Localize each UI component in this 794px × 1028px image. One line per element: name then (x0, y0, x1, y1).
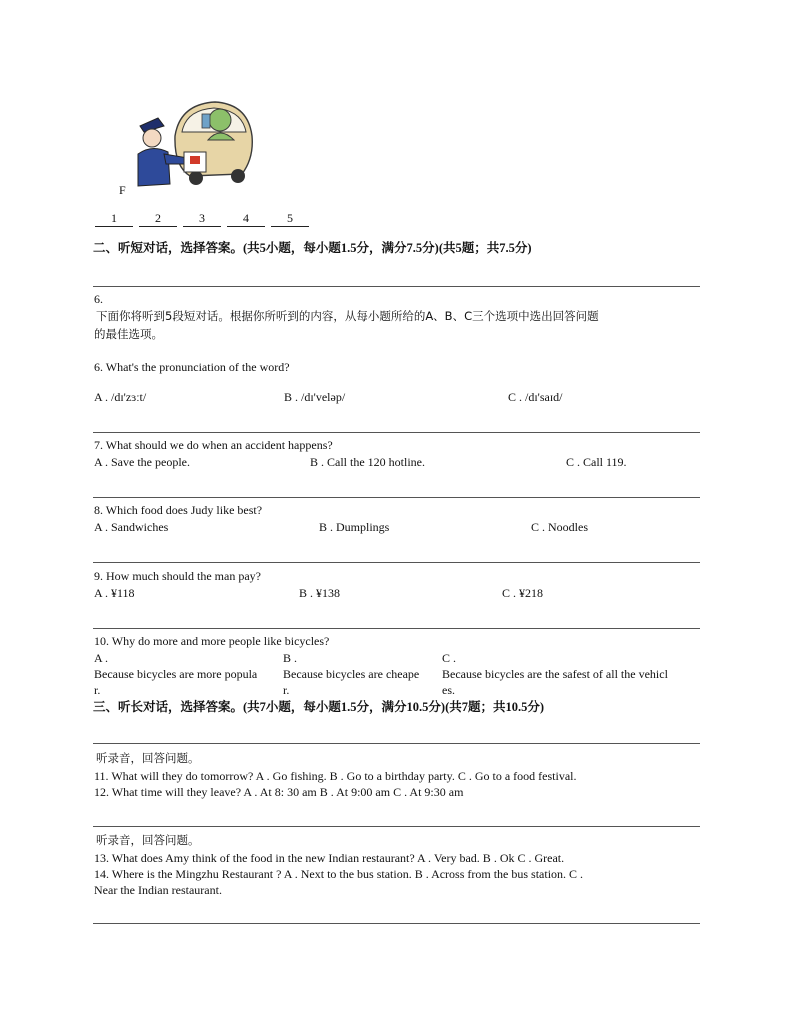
answer-blank-1[interactable]: 1 (95, 212, 133, 227)
question-13: 13. What does Amy think of the food in the new Indian restaurant? A . Very bad. B . Ok C . Great. (94, 851, 565, 865)
option-a-text: Because bicycles are more popula (94, 667, 258, 681)
option-a[interactable]: A . Sandwiches (94, 520, 169, 534)
divider (93, 432, 700, 433)
section-2-heading: 二、听短对话，选择答案。(共5小题，每小题1.5分，满分7.5分)(共5题；共7.5分) (93, 241, 532, 255)
option-b-text: Because bicycles are cheape (283, 667, 420, 681)
section-3-heading: 三、听长对话，选择答案。(共7小题，每小题1.5分，满分10.5分)(共7题；共10.5分) (93, 700, 545, 714)
option-b[interactable]: B . Dumplings (319, 520, 390, 534)
question-9: 9. How much should the man pay? (94, 569, 261, 583)
option-c-text-cont: es. (442, 683, 455, 697)
divider (93, 562, 700, 563)
listening-group-title: 听录音，回答问题。 (96, 833, 200, 847)
question-7: 7. What should we do when an accident happens? (94, 438, 333, 452)
question-6: 6. What's the pronunciation of the word? (94, 360, 290, 374)
listening-group-title: 听录音，回答问题。 (96, 751, 200, 765)
divider (93, 497, 700, 498)
divider (93, 923, 700, 924)
option-c[interactable]: C . Noodles (531, 520, 588, 534)
option-c[interactable]: C . ¥218 (502, 586, 544, 600)
divider (93, 826, 700, 827)
divider (93, 286, 700, 287)
answer-blank-3[interactable]: 3 (183, 212, 221, 227)
option-b[interactable]: B . ¥138 (299, 586, 341, 600)
answer-blank-5[interactable]: 5 (271, 212, 309, 227)
question-12: 12. What time will they leave? A . At 8: 30 am B . At 9:00 am C . At 9:30 am (94, 785, 464, 799)
question-10: 10. Why do more and more people like bicycles? (94, 634, 330, 648)
illustration-label: F (119, 183, 126, 197)
answer-blank-2[interactable]: 2 (139, 212, 177, 227)
instruction-text: 下面你将听到5段短对话。根据你所听到的内容，从每小题所给的A、B、C三个选项中选出回答问题 (96, 309, 599, 323)
option-b[interactable]: B . /dɪ'veləp/ (284, 390, 346, 404)
option-b-label[interactable]: B . (283, 651, 298, 665)
option-a-label[interactable]: A . (94, 651, 109, 665)
answer-blank-4[interactable]: 4 (227, 212, 265, 227)
option-a[interactable]: A . /dɪ'zɜːt/ (94, 390, 147, 404)
question-14: 14. Where is the Mingzhu Restaurant ? A . Next to the bus station. B . Across from the bus station. C . (94, 867, 584, 881)
question-14-cont: Near the Indian restaurant. (94, 883, 222, 897)
question-11: 11. What will they do tomorrow? A . Go fishing. B . Go to a birthday party. C . Go to a food festival. (94, 769, 577, 783)
option-c-label[interactable]: C . (442, 651, 457, 665)
option-b-text-cont: r. (283, 683, 290, 697)
police-car-illustration (130, 96, 255, 188)
option-b[interactable]: B . Call the 120 hotline. (310, 455, 425, 469)
question-8: 8. Which food does Judy like best? (94, 503, 263, 517)
question-number: 6. (94, 292, 103, 306)
option-c-text: Because bicycles are the safest of all the vehicl (442, 667, 668, 681)
option-c[interactable]: C . Call 119. (566, 455, 627, 469)
divider (93, 743, 700, 744)
option-a-text-cont: r. (94, 683, 101, 697)
divider (93, 628, 700, 629)
illustration-traffic-police (130, 96, 255, 188)
instruction-text-cont: 的最佳选项。 (94, 327, 163, 341)
option-c[interactable]: C . /dɪ'saɪd/ (508, 390, 563, 404)
option-a[interactable]: A . Save the people. (94, 455, 190, 469)
option-a[interactable]: A . ¥118 (94, 586, 135, 600)
